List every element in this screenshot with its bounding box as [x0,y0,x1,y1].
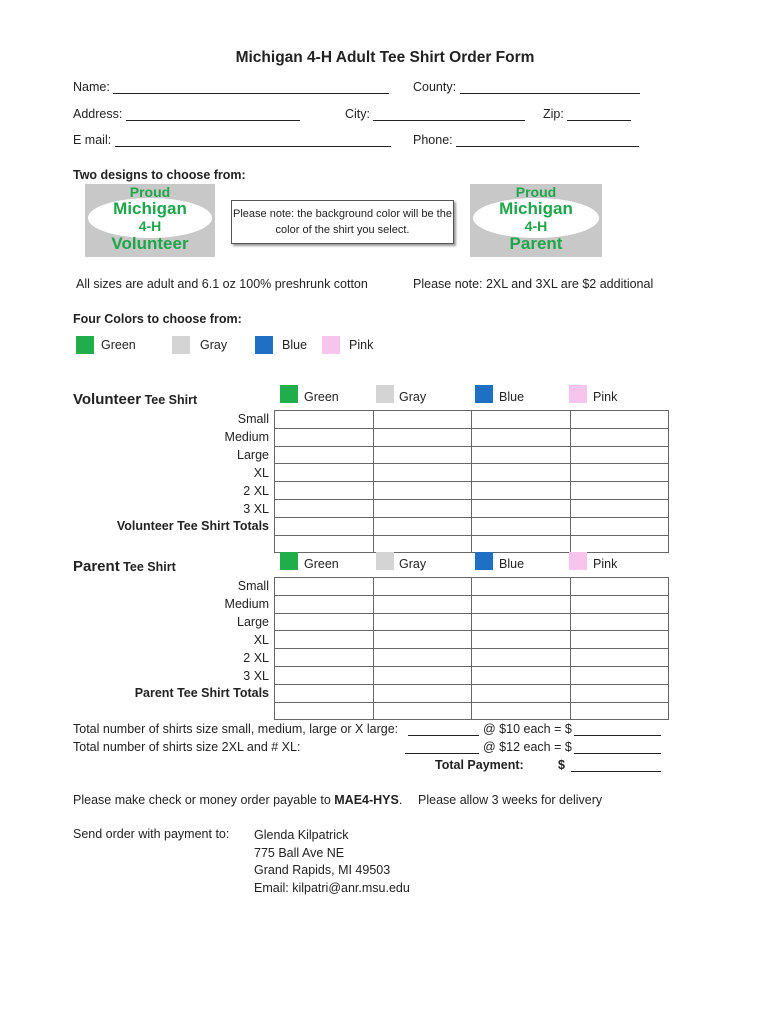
size-row-label: Small [237,412,269,426]
quantity-cell[interactable] [275,428,374,446]
address-input-line[interactable] [126,107,300,121]
size-row-label: Small [237,579,269,593]
size-row-label: XL [253,465,269,480]
grid-row [275,446,669,464]
vol-gray-label: Gray [399,390,427,404]
quantity-cell[interactable] [472,595,571,613]
address-line-email: Email: kilpatri@anr.msu.edu [254,880,410,895]
blue-label: Blue [282,338,308,352]
volunteer-title-big: Volunteer [73,391,142,408]
totals-row-label: Volunteer Tee Shirt Totals [116,519,269,534]
grid-row [275,482,669,500]
quantity-cell[interactable] [373,578,472,596]
quantity-cell[interactable] [570,595,669,613]
quantity-cell[interactable] [373,613,472,631]
grid-row [275,428,669,446]
grid-row [275,613,669,631]
quantity-cell[interactable] [373,702,472,720]
quantity-cell[interactable] [373,649,472,667]
gray-label: Gray [200,338,228,352]
vol-green-swatch [280,385,298,403]
name-field[interactable] [73,80,389,94]
email-label: E mail: [73,133,112,147]
address-line-name: Glenda Kilpatrick [254,828,349,842]
grid-row [275,595,669,613]
quantity-cell[interactable] [472,578,571,596]
quantity-cell[interactable] [373,428,472,446]
total-line-1-count[interactable] [408,722,479,736]
grid-row [275,578,669,596]
par-gray-label: Gray [399,557,427,571]
quantity-cell[interactable] [373,482,472,500]
quantity-cell[interactable] [275,482,374,500]
total-payment-label: Total Payment: [435,758,524,772]
total-line-1-price: @ $10 each = $ [483,722,572,736]
email-field[interactable] [73,133,391,147]
quantity-cell[interactable] [373,684,472,702]
quantity-cell[interactable] [472,613,571,631]
size-row-label: 2 XL [243,650,269,665]
quantity-cell[interactable] [570,428,669,446]
quantity-cell[interactable] [570,411,669,429]
zip-label: Zip: [543,107,564,121]
phone-input-line[interactable] [456,133,639,147]
par-pink-swatch [569,552,587,570]
send-label: Send order with payment to: [73,827,230,841]
parent-title-big: Parent [73,558,120,575]
name-input-line[interactable] [113,80,389,94]
parent-logo [470,184,602,257]
logo-word-proud: Proud [129,184,171,200]
quantity-cell[interactable] [275,684,374,702]
totals-row-label: Parent Tee Shirt Totals [134,686,269,701]
page-title: Michigan 4-H Adult Tee Shirt Order Form [235,49,535,66]
address-field[interactable] [73,107,300,121]
quantity-cell[interactable] [373,499,472,517]
green-label: Green [101,338,136,352]
size-row-label: XL [253,632,269,647]
quantity-cell[interactable] [472,446,571,464]
size-row-label: Large [237,447,269,462]
quantity-cell[interactable] [570,666,669,684]
size-row-label: 2 XL [243,483,269,498]
pink-swatch [322,336,340,354]
size-row-label: Medium [224,429,269,444]
quantity-cell[interactable] [373,666,472,684]
vol-blue-label: Blue [499,390,525,404]
grid-row [275,649,669,667]
county-input-line[interactable] [460,80,640,94]
quantity-cell[interactable] [570,517,669,535]
quantity-cell[interactable] [373,595,472,613]
quantity-cell[interactable] [472,411,571,429]
quantity-cell[interactable] [570,446,669,464]
quantity-cell[interactable] [570,684,669,702]
logo-word-volunteer: Volunteer [111,234,189,253]
volunteer-logo [85,184,215,257]
vol-blue-swatch [475,385,493,403]
vol-pink-label: Pink [593,390,618,404]
quantity-cell[interactable] [275,702,374,720]
quantity-cell[interactable] [275,631,374,649]
quantity-cell[interactable] [275,613,374,631]
quantity-cell[interactable] [373,631,472,649]
quantity-cell[interactable] [275,517,374,535]
quantity-cell[interactable] [275,578,374,596]
grid-row [275,684,669,702]
par-green-label: Green [304,557,339,571]
designs-heading: Two designs to choose from: [73,168,246,182]
total-payment-dollar: $ [558,758,565,772]
payable-note [73,793,402,807]
par-pink-label: Pink [593,557,618,571]
city-label: City: [345,107,370,121]
vol-green-label: Green [304,390,339,404]
address-line-street: 775 Ball Ave NE [254,845,345,860]
volunteer-table-title [73,391,197,408]
quantity-cell[interactable] [472,464,571,482]
blue-swatch [255,336,273,354]
gray-swatch [172,336,190,354]
quantity-cell[interactable] [275,499,374,517]
logo-word-4h: 4-H [138,218,162,234]
payee: MAE4-HYS [334,793,399,807]
address-label: Address: [73,107,123,121]
parent-title-small: Tee Shirt [123,560,176,574]
zip-field[interactable] [543,107,631,121]
total-payment-amount[interactable] [571,758,661,772]
quantity-cell[interactable] [472,684,571,702]
phone-field[interactable] [413,133,639,147]
quantity-cell[interactable] [275,666,374,684]
grid-row [275,464,669,482]
quantity-cell[interactable] [570,464,669,482]
grid-row [275,517,669,535]
volunteer-title-small: Tee Shirt [144,393,198,407]
payable-suffix: . [398,793,403,807]
quantity-cell[interactable] [275,595,374,613]
county-field[interactable] [413,80,640,94]
quantity-cell[interactable] [472,517,571,535]
quantity-cell[interactable] [472,702,571,720]
delivery-note: Please allow 3 weeks for delivery [418,793,603,807]
parent-table-title [73,558,176,575]
grid-row [275,411,669,429]
total-line-1-label: Total number of shirts size small, medium, large or X large: [73,722,399,736]
quantity-cell[interactable] [373,517,472,535]
grid-row [275,499,669,517]
vol-pink-swatch [569,385,587,403]
quantity-cell[interactable] [570,482,669,500]
quantity-cell[interactable] [570,631,669,649]
size-row-label: Large [237,614,269,629]
county-label: County: [413,80,457,94]
city-input-line[interactable] [373,107,525,121]
par-green-swatch [280,552,298,570]
zip-input-line[interactable] [567,107,631,121]
logo-word-proud: Proud [515,184,557,200]
background-color-note: Please note: the background color will be the color of the shirt you select. [231,200,454,244]
phone-label: Phone: [413,133,453,147]
quantity-cell[interactable] [570,578,669,596]
parent-order-grid [274,577,669,720]
par-gray-swatch [376,552,394,570]
quantity-cell[interactable] [570,499,669,517]
quantity-cell[interactable] [275,411,374,429]
size-row-label: 3 XL [243,668,269,683]
grid-row [275,666,669,684]
quantity-cell[interactable] [373,446,472,464]
vol-gray-swatch [376,385,394,403]
size-row-label: Medium [224,596,269,611]
pink-label: Pink [349,338,374,352]
quantity-cell[interactable] [570,613,669,631]
quantity-cell[interactable] [472,482,571,500]
quantity-cell[interactable] [275,446,374,464]
par-blue-swatch [475,552,493,570]
quantity-cell[interactable] [373,464,472,482]
quantity-cell[interactable] [570,649,669,667]
green-swatch [76,336,94,354]
address-line-city: Grand Rapids, MI 49503 [254,863,391,877]
total-line-2-price: @ $12 each = $ [483,740,572,754]
quantity-cell[interactable] [570,535,669,553]
quantity-cell[interactable] [275,464,374,482]
total-line-2-count[interactable] [405,740,479,754]
quantity-cell[interactable] [570,702,669,720]
quantity-cell[interactable] [472,666,571,684]
quantity-cell[interactable] [472,499,571,517]
par-blue-label: Blue [499,557,525,571]
total-line-1-amount[interactable] [574,722,661,736]
grid-row [275,631,669,649]
quantity-cell[interactable] [472,428,571,446]
quantity-cell[interactable] [472,631,571,649]
payable-prefix: Please make check or money order payable to [73,793,335,807]
quantity-cell[interactable] [275,535,374,553]
total-line-2-amount[interactable] [574,740,661,754]
quantity-cell[interactable] [373,411,472,429]
quantity-cell[interactable] [373,535,472,553]
sizes-note: All sizes are adult and 6.1 oz 100% preshrunk cotton [76,277,368,291]
quantity-cell[interactable] [472,649,571,667]
email-input-line[interactable] [115,133,391,147]
grid-row [275,702,669,720]
volunteer-order-grid [274,410,669,553]
colors-heading: Four Colors to choose from: [73,312,242,326]
name-label: Name: [73,80,110,94]
grid-row [275,535,669,553]
quantity-cell[interactable] [275,649,374,667]
size-row-label: 3 XL [243,501,269,516]
total-line-2-label: Total number of shirts size 2XL and # XL: [73,740,301,754]
logo-word-parent: Parent [509,234,563,253]
logo-word-4h: 4-H [524,218,548,234]
logo-word-michigan: Michigan [113,199,187,218]
xl-surcharge-note: Please note: 2XL and 3XL are $2 additional [413,277,654,291]
quantity-cell[interactable] [472,535,571,553]
logo-word-michigan: Michigan [499,199,573,218]
mailing-address [254,827,410,897]
city-field[interactable] [345,107,525,121]
